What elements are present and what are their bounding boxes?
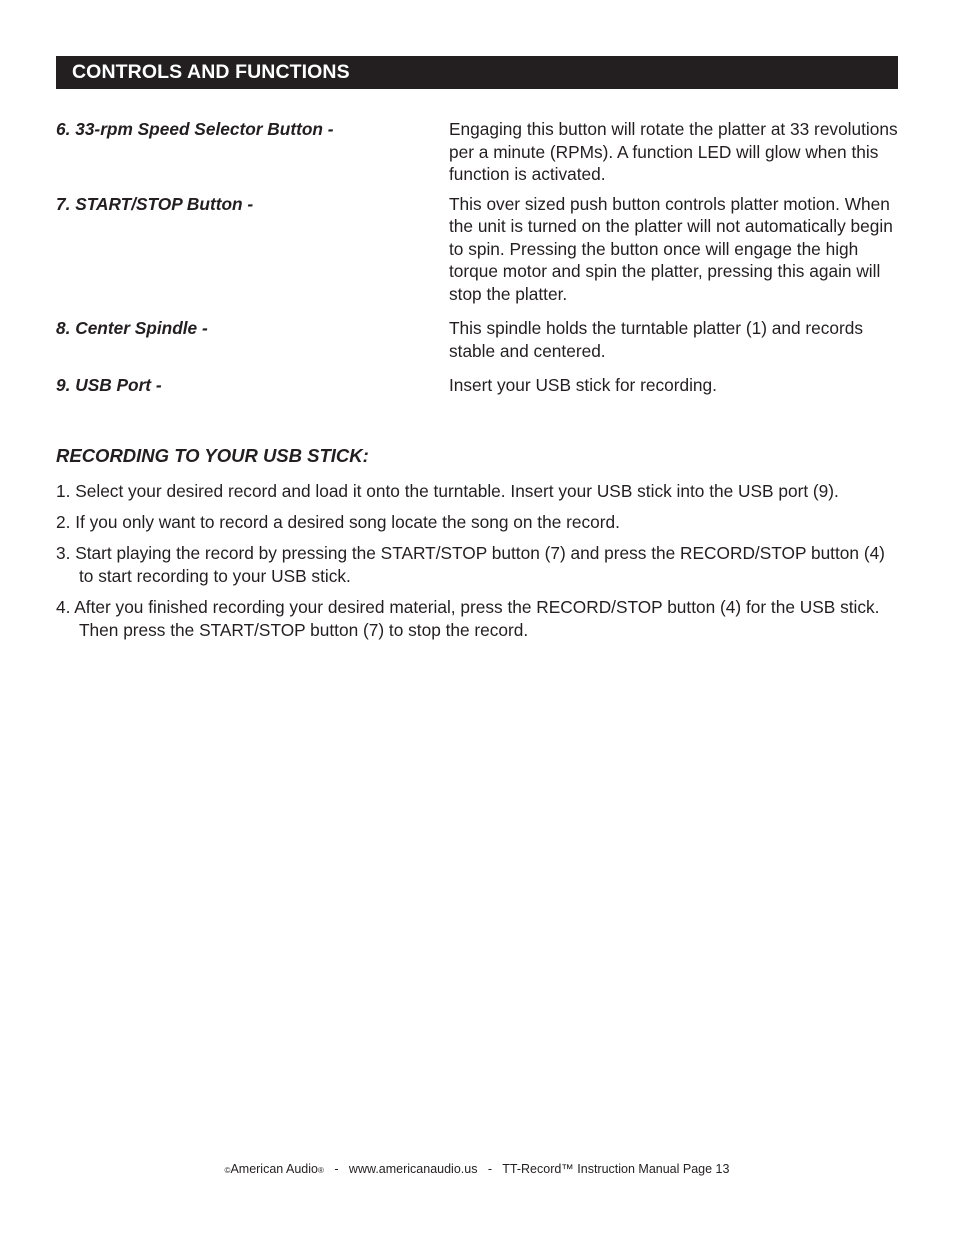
definition-item [56, 374, 901, 397]
footer-separator: - [334, 1162, 339, 1176]
definition-description: Insert your USB stick for recording. [449, 375, 717, 395]
list-item: 4. After you finished recording your desired material, press the RECORD/STOP button (4) for the USB stick. Then press the START/STOP button (7) to stop the record. [56, 597, 880, 640]
footer-brand: American Audio [230, 1162, 318, 1176]
definition-item [56, 193, 901, 306]
section-header-bar [56, 56, 898, 89]
recording-steps-list [56, 480, 898, 642]
definition-item [56, 317, 901, 362]
registered-symbol: ® [318, 1166, 324, 1175]
list-item: 3. Start playing the record by pressing the START/STOP button (7) and press the RECORD/STOP button (4) to start recording to your USB stick. [56, 543, 885, 586]
definition-description: Engaging this button will rotate the platter at 33 revolutions per a minute (RPMs). A function LED will glow when this function is activated. [449, 119, 898, 184]
page-footer [0, 1160, 954, 1180]
definition-term: 7. START/STOP Button - [56, 193, 254, 214]
footer-manual-page: TT-Record™ Instruction Manual Page 13 [502, 1162, 730, 1176]
definition-term: 6. 33-rpm Speed Selector Button - [56, 119, 334, 139]
footer-separator: - [487, 1162, 493, 1176]
definition-item [56, 118, 901, 186]
section-title: CONTROLS AND FUNCTIONS [72, 61, 350, 83]
definition-term: 8. Center Spindle - [56, 318, 208, 338]
list-item: 1. Select your desired record and load it onto the turntable. Insert your USB stick into the USB port (9). [56, 481, 839, 501]
copyright-symbol: © [224, 1166, 231, 1175]
definition-term: 9. USB Port - [56, 375, 162, 395]
definition-description: This over sized push button controls platter motion. When the unit is turned on the platter will not automatically begin to spin. Pressing the button once will engage the high torque motor and spin the platter, pressing this again will stop the platter. [449, 193, 893, 304]
footer-website: www.americanaudio.us [348, 1162, 478, 1176]
recording-section-heading: RECORDING TO YOUR USB STICK: [56, 445, 369, 466]
definition-description: This spindle holds the turntable platter (1) and records stable and centered. [449, 318, 864, 361]
list-item: 2. If you only want to record a desired song locate the song on the record. [56, 512, 620, 532]
controls-definition-list [56, 118, 901, 397]
